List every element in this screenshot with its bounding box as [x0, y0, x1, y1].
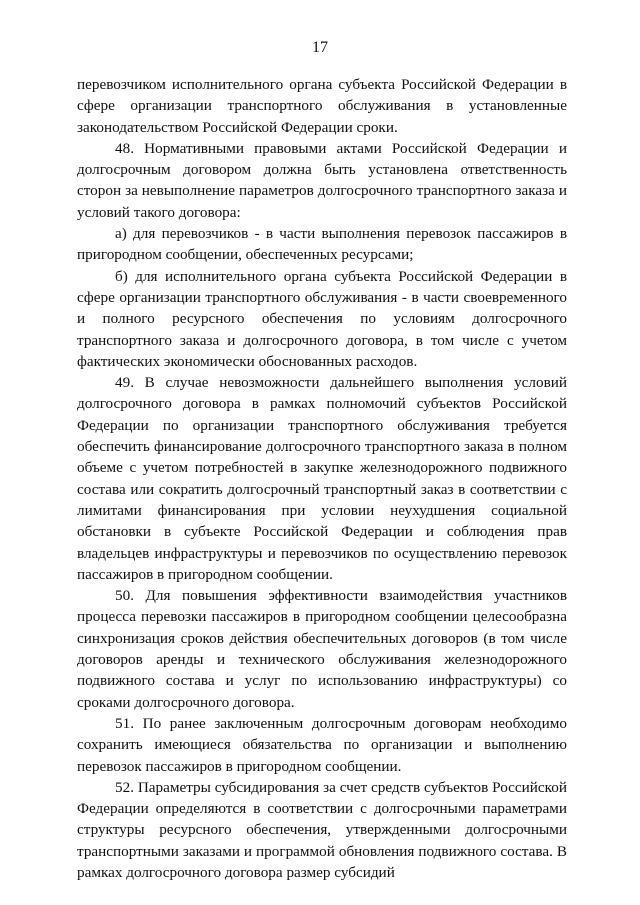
- paragraph-49: 49. В случае невозможности дальнейшего выполнения условий долгосрочного договора в рамках полномочий субъектов Российской Федерации по организации транспортного обслуживания требуется обеспечить финансирование долгосрочного транспортного заказа в полном объеме с учетом потребностей в закупке железнодорожного подвижного состава или сократить долгосрочный транспортный заказ в соответствии с лимитами финансирования при условии неухудшения социальной обстановки в субъекте Российской Федерации и соблюдения прав владельцев инфраструктуры и перевозчиков по осуществлению перевозок пассажиров в пригородном сообщении.: [77, 374, 567, 583]
- paragraph-48: 48. Нормативными правовыми актами Российской Федерации и долгосрочным договором должна быть установлена ответственность сторон за невыполнение параметров долгосрочного транспортного заказа и условий такого договора:: [77, 139, 567, 221]
- paragraph-51: 51. По ранее заключенным долгосрочным договорам необходимо сохранить имеющиеся обязательства по организации и выполнению перевозок пассажиров в пригородном сообщении.: [77, 714, 567, 775]
- paragraph-50: 50. Для повышения эффективности взаимодействия участников процесса перевозки пассажиров в пригородном сообщении целесообразна синхронизация сроков действия обеспечительных договоров (в том числе договоров аренды и технического обслуживания железнодорожного подвижного состава и услуг по использованию инфраструктуры) со сроками долгосрочного договора.: [77, 587, 567, 711]
- paragraph-48b: б) для исполнительного органа субъекта Российской Федерации в сфере организации транспортного обслуживания - в части своевременного и полного ресурсного обеспечения по условиям долгосрочного транспортного заказа и долгосрочного договора, в том числе с учетом фактических экономически обоснованных расходов.: [77, 267, 567, 370]
- paragraph-52: 52. Параметры субсидирования за счет средств субъектов Российской Федерации определяются в соответствии с долгосрочными параметрами структуры ресурсного обеспечения, утвержденными долгосрочными транспортными заказами и программой обновления подвижного состава. В рамках долгосрочного договора размер субсидий: [77, 778, 567, 881]
- paragraph-48a: а) для перевозчиков - в части выполнения перевозок пассажиров в пригородном сообщении, обеспеченных ресурсами;: [77, 225, 567, 264]
- document-body: [77, 74, 567, 883]
- page-number: 17: [312, 39, 328, 56]
- paragraph-continuation: перевозчиком исполнительного органа субъекта Российской Федерации в сфере организации транспортного обслуживания в установленные законодательством Российской Федерации сроки.: [77, 76, 567, 136]
